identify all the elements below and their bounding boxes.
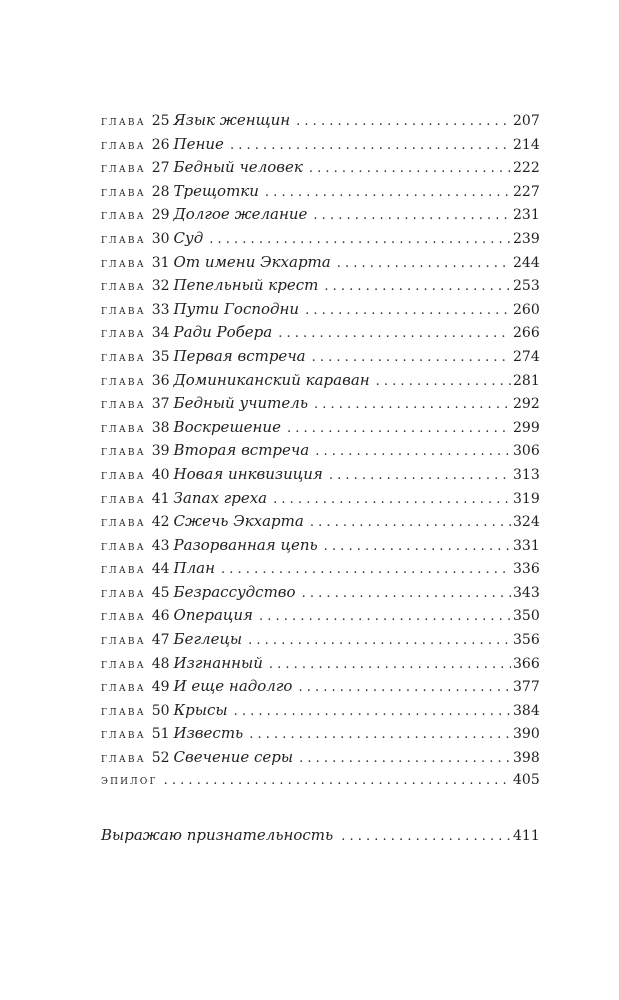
- toc-entry: [101, 182, 539, 206]
- chapter-number: 51: [151, 726, 170, 743]
- entry-label: глава: [101, 255, 146, 271]
- chapter-number: 48: [151, 655, 170, 672]
- chapter-number: 36: [151, 372, 170, 389]
- chapter-title: Запах греха: [173, 488, 268, 507]
- chapter-number: 34: [151, 325, 170, 342]
- page-number: 227: [513, 183, 540, 200]
- toc-entry: [101, 276, 539, 300]
- chapter-number: 41: [151, 490, 170, 507]
- toc-entry: [101, 559, 539, 583]
- page-number: 343: [513, 584, 540, 601]
- chapter-number: 42: [151, 514, 170, 531]
- toc-entry: [101, 205, 539, 229]
- chapter-title: План: [173, 559, 216, 578]
- page-number: 299: [513, 419, 540, 436]
- chapter-title: Суд: [173, 228, 204, 247]
- chapter-number: 28: [151, 183, 170, 200]
- toc-entry: [101, 512, 539, 536]
- page-number: 306: [513, 443, 540, 460]
- page-number: 356: [513, 632, 540, 649]
- toc-entry: [101, 489, 539, 513]
- toc-entry: [101, 724, 539, 748]
- page-number: 398: [513, 750, 540, 767]
- chapter-number: 25: [151, 113, 170, 129]
- page-number: 331: [513, 537, 540, 554]
- entry-label: глава: [101, 302, 146, 318]
- dot-leader: [273, 493, 511, 506]
- toc-entry: [101, 465, 539, 489]
- toc-entry: [101, 677, 539, 701]
- page-number: 319: [513, 490, 540, 507]
- entry-label: глава: [101, 538, 146, 554]
- dot-leader: [278, 327, 511, 340]
- dot-leader: [248, 634, 511, 647]
- dot-leader: [305, 304, 511, 317]
- toc-entry-epilogue: [101, 772, 539, 796]
- page-number: 313: [513, 466, 540, 483]
- chapter-title: Беглецы: [173, 630, 243, 649]
- chapter-title: Ради Робера: [173, 323, 273, 342]
- dot-leader: [324, 280, 511, 293]
- page-number: 390: [513, 726, 540, 743]
- chapter-number: 44: [151, 561, 170, 578]
- entry-label: глава: [101, 208, 146, 224]
- chapter-number: 45: [151, 584, 170, 601]
- chapter-number: 43: [151, 537, 170, 554]
- epilogue-label: эпилог: [101, 772, 158, 788]
- toc-entry: [101, 300, 539, 324]
- toc-entry: [101, 394, 539, 418]
- entry-label: глава: [101, 184, 146, 200]
- dot-leader: [298, 681, 511, 694]
- entry-label: глава: [101, 114, 146, 129]
- acknowledgements-title: Выражаю признательность: [101, 826, 334, 844]
- dot-leader: [209, 233, 511, 246]
- page-number: 350: [513, 608, 540, 625]
- chapter-title: Известь: [173, 724, 244, 743]
- dot-leader: [313, 209, 511, 222]
- toc-entry: [101, 748, 539, 772]
- chapter-number: 26: [151, 136, 170, 153]
- page-number: 377: [513, 679, 540, 696]
- entry-label: глава: [101, 703, 146, 719]
- chapter-title: Изгнанный: [173, 653, 263, 672]
- chapter-title: Язык женщин: [173, 111, 291, 129]
- page-number: 366: [513, 655, 540, 672]
- dot-leader: [329, 469, 511, 482]
- dot-leader: [234, 705, 511, 718]
- dot-leader: [164, 774, 511, 787]
- toc-entry: [101, 158, 539, 182]
- page-number: 260: [513, 301, 540, 318]
- toc-entry: [101, 418, 539, 442]
- toc-entry: [101, 371, 539, 395]
- toc-entry: [101, 583, 539, 607]
- dot-leader: [314, 398, 511, 411]
- toc-entry: [101, 701, 539, 725]
- toc-entry: [101, 323, 539, 347]
- chapter-title: Воскрешение: [173, 417, 281, 436]
- chapter-title: Разорванная цепь: [173, 535, 318, 554]
- entry-label: глава: [101, 326, 146, 342]
- page-number: 253: [513, 278, 540, 295]
- page-number: 405: [513, 771, 540, 788]
- page-number: 411: [513, 828, 540, 844]
- entry-label: глава: [101, 680, 146, 696]
- dot-leader: [324, 540, 511, 553]
- dot-leader: [337, 257, 511, 270]
- page-number: 324: [513, 514, 540, 531]
- page-number: 266: [513, 325, 540, 342]
- chapter-title: Долгое желание: [173, 205, 308, 224]
- chapter-title: Сжечь Экхарта: [173, 512, 304, 531]
- entry-label: глава: [101, 349, 146, 365]
- chapter-title: Пение: [173, 134, 224, 153]
- chapter-number: 32: [151, 278, 170, 295]
- entry-label: глава: [101, 397, 146, 413]
- chapter-title: Новая инквизиция: [173, 464, 323, 483]
- entry-label: глава: [101, 633, 146, 649]
- chapter-title: И еще надолго: [173, 677, 293, 696]
- dot-leader: [299, 752, 511, 765]
- dot-leader: [296, 115, 511, 128]
- entry-label: глава: [101, 137, 146, 153]
- page-number: 231: [513, 207, 540, 224]
- page-number: 336: [513, 561, 540, 578]
- chapter-number: 37: [151, 396, 170, 413]
- chapter-title: Трещотки: [173, 181, 259, 200]
- page-number: 281: [513, 372, 540, 389]
- chapter-number: 52: [151, 750, 170, 767]
- entry-label: глава: [101, 609, 146, 625]
- dot-leader: [310, 516, 511, 529]
- dot-leader: [312, 351, 511, 364]
- chapter-title: Крысы: [173, 700, 228, 719]
- chapter-title: Бедный учитель: [173, 394, 308, 413]
- dot-leader: [341, 830, 511, 843]
- page-number: 384: [513, 702, 540, 719]
- dot-leader: [221, 563, 511, 576]
- table-of-contents: [101, 111, 539, 795]
- page-number: 274: [513, 348, 540, 365]
- entry-label: глава: [101, 444, 146, 460]
- entry-label: глава: [101, 279, 146, 295]
- chapter-title: Вторая встреча: [173, 441, 310, 460]
- chapter-number: 33: [151, 301, 170, 318]
- dot-leader: [309, 162, 511, 175]
- toc-entry: [101, 606, 539, 630]
- chapter-number: 50: [151, 702, 170, 719]
- page-number: 207: [513, 113, 540, 129]
- page-number: 292: [513, 396, 540, 413]
- dot-leader: [287, 422, 511, 435]
- toc-entry: [101, 654, 539, 678]
- dot-leader: [315, 445, 511, 458]
- toc-entry: [101, 441, 539, 465]
- chapter-title: Первая встреча: [173, 346, 306, 365]
- dot-leader: [302, 587, 511, 600]
- chapter-title: Операция: [173, 606, 253, 625]
- dot-leader: [249, 728, 511, 741]
- chapter-title: Безрассудство: [173, 582, 296, 601]
- page-number: 222: [513, 160, 540, 177]
- page-number: 239: [513, 230, 540, 247]
- toc-entry: [101, 630, 539, 654]
- toc-entry: [101, 253, 539, 277]
- toc-entry: [101, 347, 539, 371]
- entry-label: глава: [101, 562, 146, 578]
- entry-label: глава: [101, 491, 146, 507]
- dot-leader: [230, 139, 511, 152]
- entry-label: глава: [101, 373, 146, 389]
- chapter-number: 40: [151, 466, 170, 483]
- chapter-number: 49: [151, 679, 170, 696]
- entry-label: глава: [101, 585, 146, 601]
- chapter-title: Доминиканский караван: [173, 370, 370, 389]
- entry-label: глава: [101, 751, 146, 767]
- page-number: 214: [513, 136, 540, 153]
- toc-entry: [101, 111, 539, 135]
- dot-leader: [376, 375, 511, 388]
- entry-label: глава: [101, 467, 146, 483]
- chapter-number: 46: [151, 608, 170, 625]
- entry-label: глава: [101, 161, 146, 177]
- chapter-title: Пути Господни: [173, 299, 300, 318]
- chapter-number: 47: [151, 632, 170, 649]
- chapter-title: От имени Экхарта: [173, 252, 331, 271]
- dot-leader: [269, 658, 511, 671]
- entry-label: глава: [101, 656, 146, 672]
- chapter-number: 35: [151, 348, 170, 365]
- chapter-title: Пепельный крест: [173, 276, 319, 295]
- chapter-number: 30: [151, 230, 170, 247]
- chapter-number: 29: [151, 207, 170, 224]
- entry-label: глава: [101, 231, 146, 247]
- entry-label: глава: [101, 420, 146, 436]
- chapter-number: 31: [151, 254, 170, 271]
- toc-entry: [101, 135, 539, 159]
- toc-entry: [101, 536, 539, 560]
- chapter-number: 27: [151, 160, 170, 177]
- entry-label: глава: [101, 727, 146, 743]
- chapter-title: Свечение серы: [173, 748, 294, 767]
- toc-entry-acknowledgements: [101, 826, 539, 844]
- toc-entry: [101, 229, 539, 253]
- chapter-title: Бедный человек: [173, 158, 303, 177]
- page-number: 244: [513, 254, 540, 271]
- chapter-number: 39: [151, 443, 170, 460]
- dot-leader: [259, 610, 511, 623]
- entry-label: глава: [101, 515, 146, 531]
- dot-leader: [265, 186, 511, 199]
- chapter-number: 38: [151, 419, 170, 436]
